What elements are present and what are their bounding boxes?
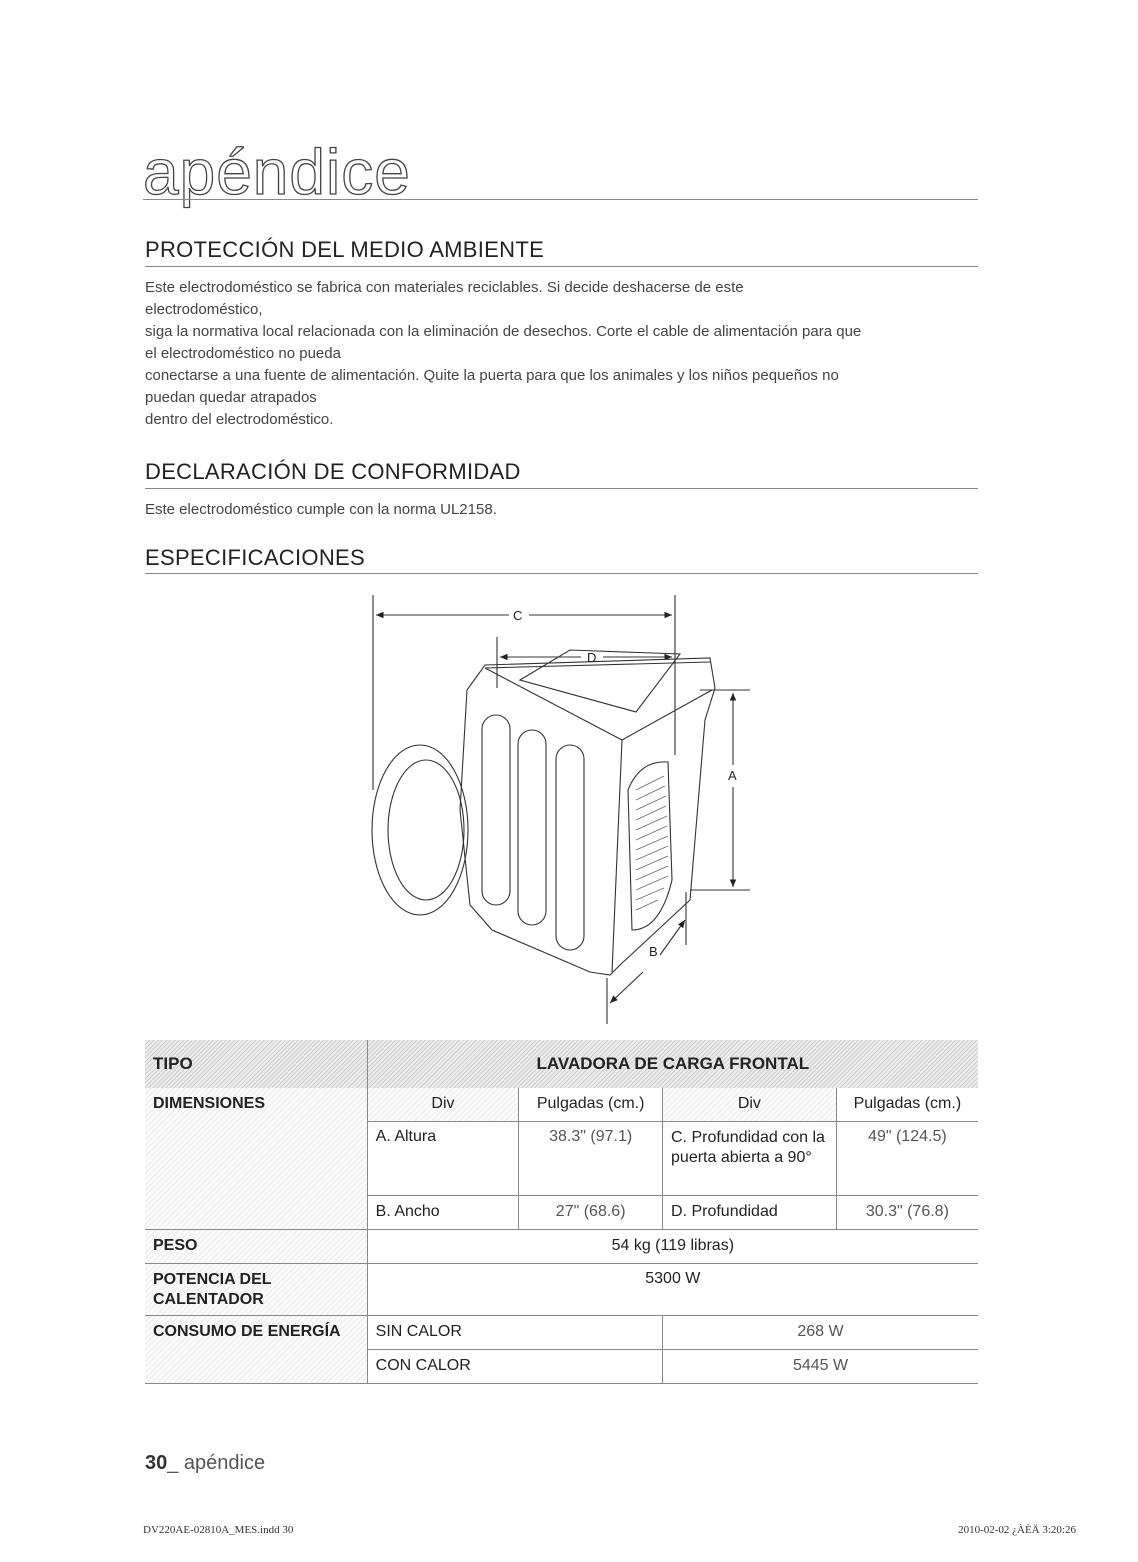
col-inches-1: Pulgadas (cm.): [519, 1088, 663, 1121]
specs-heading: ESPECIFICACIONES: [145, 545, 365, 570]
height-value: 38.3" (97.1): [519, 1121, 663, 1195]
dryer-door: [372, 745, 468, 915]
label-c: C: [513, 608, 523, 623]
environment-rule: [145, 266, 978, 267]
b-arrow-top: [660, 920, 685, 955]
front-rib-3: [556, 745, 584, 950]
heat-value: 5445 W: [663, 1349, 978, 1383]
col-inches-2: Pulgadas (cm.): [836, 1088, 978, 1121]
col-div-1: Div: [367, 1088, 519, 1121]
label-d: D: [587, 650, 597, 665]
print-file-info: DV220AE-02810A_MES.indd 30: [143, 1524, 294, 1536]
env-line: electrodoméstico,: [145, 301, 263, 318]
no-heat-label: SIN CALOR: [367, 1315, 662, 1349]
specs-rule: [145, 573, 978, 574]
chapter-rule: [143, 199, 978, 200]
label-a: A: [728, 768, 737, 783]
dimensions-label: DIMENSIONES: [145, 1088, 367, 1229]
env-line: el electrodoméstico no pueda: [145, 345, 341, 362]
env-line: siga la normativa local relacionada con la eliminación de desechos. Corte el cable de alimentación para que: [145, 323, 862, 340]
no-heat-value: 268 W: [663, 1315, 978, 1349]
energy-label: CONSUMO DE ENERGÍA: [145, 1315, 367, 1383]
print-date-info: 2010-02-02 ¿ÀÈÄ 3:20:26: [958, 1524, 1076, 1536]
depth-value: 30.3" (76.8): [836, 1195, 978, 1229]
heat-label: CON CALOR: [367, 1349, 662, 1383]
page-footer: [145, 1452, 265, 1475]
type-label: TIPO: [153, 1054, 193, 1073]
width-label: B. Ancho: [367, 1195, 519, 1229]
env-line: dentro del electrodoméstico.: [145, 411, 334, 428]
page-number: 30: [145, 1452, 168, 1474]
front-rib-1: [482, 715, 510, 905]
type-value: LAVADORA DE CARGA FRONTAL: [367, 1040, 978, 1088]
dryer-body: [460, 658, 715, 975]
environment-heading: PROTECCIÓN DEL MEDIO AMBIENTE: [145, 237, 545, 262]
weight-value: 54 kg (119 libras): [367, 1229, 978, 1263]
env-line: conectarse a una fuente de alimentación. Quite la puerta para que los animales y los niños pequeños no: [145, 367, 839, 384]
dryer-top-edges: [485, 662, 712, 740]
dryer-door-glass: [388, 760, 464, 900]
side-vent: [628, 762, 672, 930]
col-div-2: Div: [663, 1088, 837, 1121]
env-line: Este electrodoméstico se fabrica con materiales reciclables. Si decide deshacerse de este: [145, 279, 744, 296]
dryer-corner-edge: [612, 740, 622, 972]
conformity-heading: DECLARACIÓN DE CONFORMIDAD: [145, 459, 521, 484]
heater-value: 5300 W: [367, 1263, 978, 1315]
weight-label: PESO: [145, 1229, 367, 1263]
depth-door-label: C. Profundidad con la puerta abierta a 90°: [663, 1121, 837, 1195]
depth-door-value: 49" (124.5): [836, 1121, 978, 1195]
b-arrow-bottom: [610, 972, 643, 1003]
heater-label: POTENCIA DEL CALENTADOR: [145, 1263, 367, 1315]
conformity-paragraph: Este electrodoméstico cumple con la norma UL2158.: [145, 501, 497, 518]
environment-paragraph: [145, 277, 985, 431]
spec-table: [145, 1040, 978, 1384]
conformity-rule: [145, 488, 978, 489]
chapter-title: apéndice: [143, 136, 411, 208]
front-rib-2: [518, 730, 546, 925]
label-b: B: [649, 944, 658, 959]
width-value: 27" (68.6): [519, 1195, 663, 1229]
page-section: _ apéndice: [167, 1452, 266, 1474]
env-line: puedan quedar atrapados: [145, 389, 317, 406]
depth-label: D. Profundidad: [663, 1195, 837, 1229]
dryer-dimension-diagram: [360, 585, 760, 1030]
height-label: A. Altura: [367, 1121, 519, 1195]
